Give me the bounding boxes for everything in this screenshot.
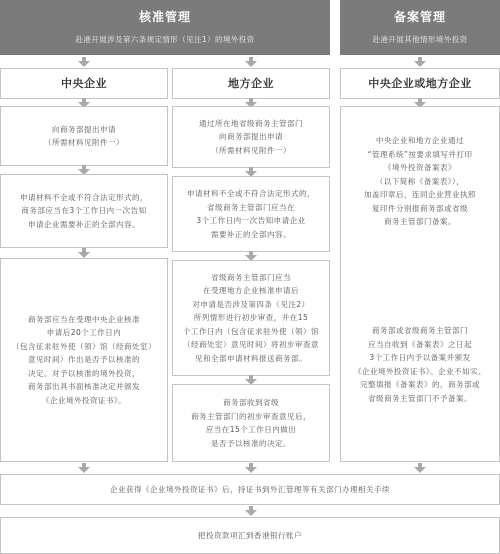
filing-subtitle: 赴港开展其他情形境外投资	[372, 35, 468, 44]
central-decision-line: （包含征求驻外使（领）馆（经商处室）	[12, 341, 156, 351]
filing-record-line: 应当自收到《备案表》之日起	[368, 339, 472, 349]
local-incomplete-box	[172, 176, 330, 252]
central-decision-line: 《企业境外投资证书》。	[41, 395, 127, 405]
local-review-box	[172, 260, 330, 376]
down-arrow-icon	[78, 463, 90, 473]
central-decision-line: 申请后20个工作日内	[46, 328, 122, 338]
down-arrow-icon	[78, 248, 90, 258]
central-incomplete-line: 申请企业需要补正的全部内容。	[28, 219, 140, 229]
filing-record-line: 3个工作日内予以备案并颁发	[369, 353, 471, 362]
certificate-step-box	[0, 474, 500, 505]
approval-header	[0, 0, 330, 55]
filing-submit-line: 商务主管部门备案。	[384, 217, 456, 226]
central-decision-line: 商务部应当在受理中央企业核准	[28, 314, 140, 324]
local-enterprise-title: 地方企业	[172, 68, 330, 99]
filing-submit-line: 中央企业和地方企业通过	[376, 136, 464, 145]
local-incomplete-line: 省级商务主管部门应当在	[207, 202, 295, 212]
remit-step-text: 把投资款项汇到香港银行账户	[198, 530, 302, 540]
down-arrow-icon	[414, 463, 426, 473]
filing-process-box	[340, 106, 500, 462]
filing-submit-line: 《境外投资备案表》	[384, 163, 456, 172]
down-arrow-icon	[414, 57, 426, 67]
down-arrow-icon	[78, 57, 90, 67]
filing-record-line: 《企业境外投资证书》。企业不如实、	[353, 366, 487, 376]
local-apply-line: 向商务部提出申请	[219, 132, 283, 142]
central-decision-line: 意见时间）作出是否予以核准的	[28, 355, 140, 365]
central-incomplete-line: 申请材料不全或不符合法定形式的，	[20, 192, 148, 202]
central-incomplete-box	[0, 174, 168, 248]
approval-subtitle: 赴港开展涉及第六条规定情形（见注1）的境外投资	[75, 35, 255, 44]
remit-step-box	[0, 517, 500, 554]
filing-submit-line: （以下简称《备案表》），	[375, 176, 465, 186]
local-decision-line: 商务部收到省级	[223, 398, 279, 407]
local-decision-box	[172, 384, 330, 462]
filing-title: 备案管理	[393, 10, 446, 24]
central-apply-box	[0, 106, 168, 166]
down-arrow-icon	[245, 506, 257, 516]
local-incomplete-line: 需要补正的全部内容。	[211, 229, 291, 239]
filing-submit-paragraph	[341, 134, 499, 229]
local-apply-box	[172, 106, 330, 168]
local-apply-line: （所需材料见附件一）	[211, 145, 291, 155]
local-decision-line: 是否予以核准的决定。	[211, 438, 291, 448]
down-arrow-icon	[245, 57, 257, 67]
local-incomplete-line: 3个工作日内一次告知申请企业	[196, 216, 306, 225]
filing-submit-line: “管理系统”按要求填写并打印	[367, 149, 473, 159]
central-decision-line: 商务部出具书面核准决定并颁发	[28, 382, 140, 392]
local-review-line: （经商处室）意见时间）将初步审查意	[183, 340, 319, 350]
filing-record-line: 商务部或省级商务主管部门	[372, 326, 468, 335]
central-apply-line: （所需材料见附件一）	[44, 138, 124, 147]
filing-submit-line: 加盖印章后，连同企业营业执照	[364, 190, 476, 199]
local-review-line: 见和全部申请材料报送商务部。	[195, 353, 307, 363]
filing-submit-line: 复印件分别报商务部或省级	[372, 203, 468, 213]
local-review-line: 省级商务主管部门应当	[211, 272, 291, 282]
local-decision-line: 商务主管部门的初步审查意见后，	[191, 411, 311, 421]
filing-header	[340, 0, 500, 55]
filing-record-paragraph	[341, 324, 499, 405]
approval-title: 核准管理	[138, 10, 191, 24]
central-incomplete-line: 商务部应当在3个工作日内一次告知	[21, 206, 147, 216]
central-decision-line: 决定。对予以核准的境外投资，	[28, 368, 140, 378]
filing-record-line: 完整填报《备案表》的，商务部或	[360, 380, 480, 389]
central-enterprise-title: 中央企业	[0, 68, 168, 99]
either-enterprise-title: 中央企业或地方企业	[340, 68, 500, 99]
local-review-line: 所列情形进行初步审查，并在15	[193, 313, 309, 323]
local-apply-line: 通过所在地省级商务主管部门	[199, 118, 303, 128]
local-incomplete-line: 申请材料不全或不符合法定形式的，	[187, 189, 315, 198]
local-review-line: 个工作日内（包含征求驻外使（领）馆	[183, 326, 319, 336]
local-decision-line: 应当在15个工作日内做出	[205, 425, 297, 434]
certificate-step-text: 企业获得《企业境外投资证书》后，持证书到外汇管理等有关部门办理相关手续	[110, 484, 390, 494]
central-decision-box	[0, 258, 168, 462]
local-review-line: 对申请是否涉及第四条（见注2）	[192, 299, 310, 309]
down-arrow-icon	[245, 463, 257, 473]
local-review-line: 在受理地方企业核准申请后	[203, 286, 299, 296]
filing-record-line: 省级商务主管部门不予备案。	[368, 393, 472, 403]
central-apply-line: 向商务部提出申请	[52, 124, 116, 134]
